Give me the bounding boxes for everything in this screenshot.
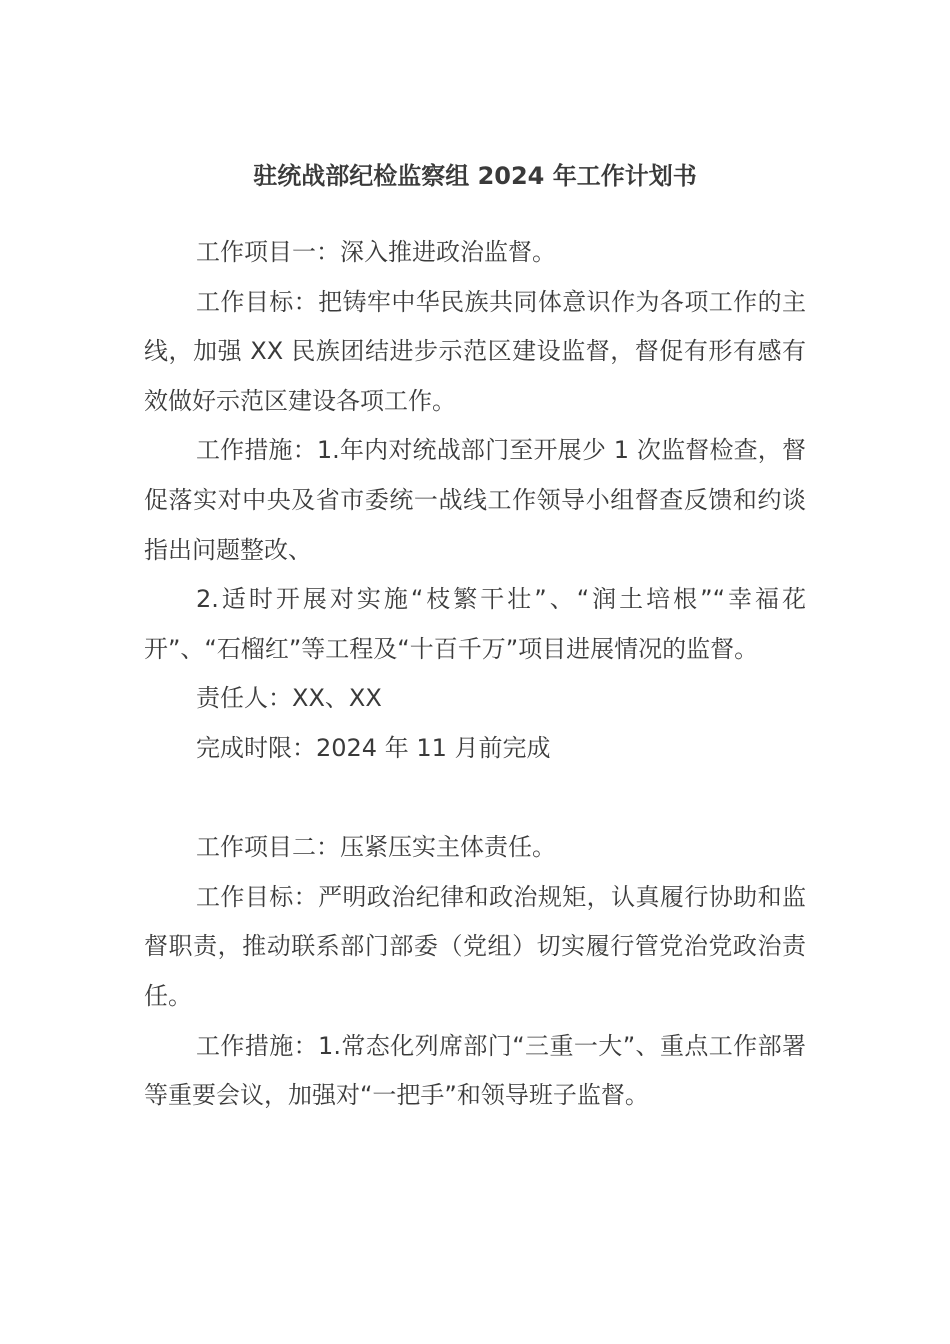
document-body <box>144 228 806 1121</box>
project-2-measure-1: 工作措施：1.常态化列席部门“三重一大”、重点工作部署等重要会议，加强对“一把手”和领导班子监督。 <box>144 1031 806 1110</box>
project-2-goal: 工作目标：严明政治纪律和政治规矩，认真履行协助和监督职责，推动联系部门部委（党组）切实履行管党治党政治责任。 <box>144 882 806 1010</box>
project-1-goal: 工作目标：把铸牢中华民族共同体意识作为各项工作的主线，加强 XX 民族团结进步示范区建设监督，督促有形有感有效做好示范区建设各项工作。 <box>144 287 806 415</box>
project-1-heading: 工作项目一：深入推进政治监督。 <box>196 238 556 266</box>
project-1-deadline: 完成时限：2024 年 11 月前完成 <box>196 733 551 762</box>
document-title: 驻统战部纪检监察组 2024 年工作计划书 <box>253 162 697 190</box>
section-spacer <box>144 774 806 824</box>
project-1-measure-2: 2.适时开展对实施“枝繁干壮”、“润土培根”“幸福花开”、“石榴红”等工程及“十百千万”项目进展情况的监督。 <box>144 585 806 663</box>
project-1-responsible: 责任人：XX、XX <box>196 684 382 713</box>
project-2-heading: 工作项目二：压紧压实主体责任。 <box>196 833 556 862</box>
project-1-measure-1: 工作措施：1.年内对统战部门至开展少 1 次监督检查，督促落实对中央及省市委统一战线工作领导小组督查反馈和约谈指出问题整改、 <box>144 436 806 564</box>
